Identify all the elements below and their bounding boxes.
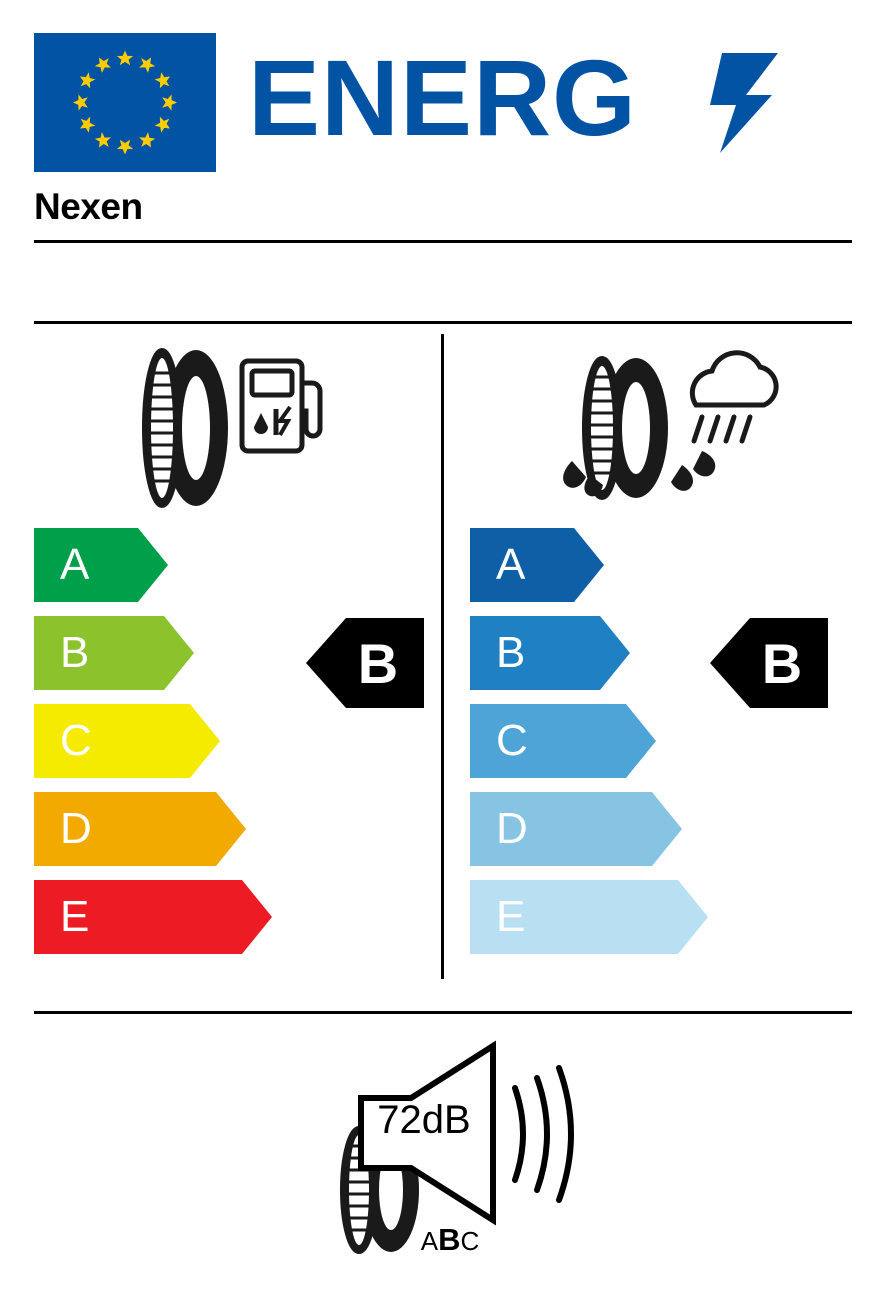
grade-row-fuel-c <box>34 704 92 778</box>
grade-letter: B <box>496 628 526 677</box>
noise-class-a: A <box>420 1226 439 1256</box>
divider-bottom <box>34 1011 852 1014</box>
wet-grip-pictogram <box>530 343 790 513</box>
fuel-efficiency-result-letter: B <box>357 631 399 695</box>
grade-row-fuel-e <box>34 880 92 954</box>
divider-top <box>34 240 852 243</box>
energy-wordmark-text: ENERG <box>248 47 638 158</box>
fuel-efficiency-scale <box>34 528 92 968</box>
noise-class-c: C <box>460 1226 480 1256</box>
grade-letter: C <box>496 716 528 765</box>
wet-grip-scale <box>470 528 528 968</box>
grade-letter: A <box>60 540 90 589</box>
noise-class-selected: B <box>438 1222 461 1257</box>
grade-row-wet-b <box>470 616 528 690</box>
grade-letter: B <box>60 628 90 677</box>
grade-letter: D <box>60 804 92 853</box>
tyre-icon <box>144 350 228 506</box>
wet-grip-result-letter: B <box>761 631 803 695</box>
grade-row-wet-a <box>470 528 528 602</box>
grade-letter: E <box>60 892 90 941</box>
noise-class-scale <box>400 1222 500 1258</box>
grade-row-wet-d <box>470 792 528 866</box>
grade-letter: D <box>496 804 528 853</box>
brand-name: Nexen <box>34 186 143 227</box>
tyre-icon <box>584 358 668 498</box>
grade-letter: A <box>496 540 526 589</box>
sound-waves-icon <box>515 1068 571 1200</box>
noise-value: 72dB <box>377 1098 471 1142</box>
grade-row-wet-e <box>470 880 528 954</box>
eu-flag <box>34 33 216 172</box>
eu-energy-header <box>34 33 852 173</box>
energy-wordmark <box>248 47 848 159</box>
fuel-efficiency-result-marker <box>306 604 424 722</box>
grade-row-fuel-b <box>34 616 92 690</box>
grade-row-wet-c <box>470 704 528 778</box>
grade-letter: C <box>60 716 92 765</box>
fuel-pump-icon <box>242 361 320 451</box>
rain-cloud-icon <box>692 353 776 441</box>
fuel-efficiency-pictogram <box>124 343 324 513</box>
divider-middle <box>34 321 852 324</box>
wet-grip-result-marker <box>710 604 828 722</box>
lightning-bolt-icon <box>710 53 778 153</box>
grade-row-fuel-a <box>34 528 92 602</box>
divider-vertical <box>441 334 444 979</box>
grade-row-fuel-d <box>34 792 92 866</box>
grade-letter: E <box>496 892 526 941</box>
